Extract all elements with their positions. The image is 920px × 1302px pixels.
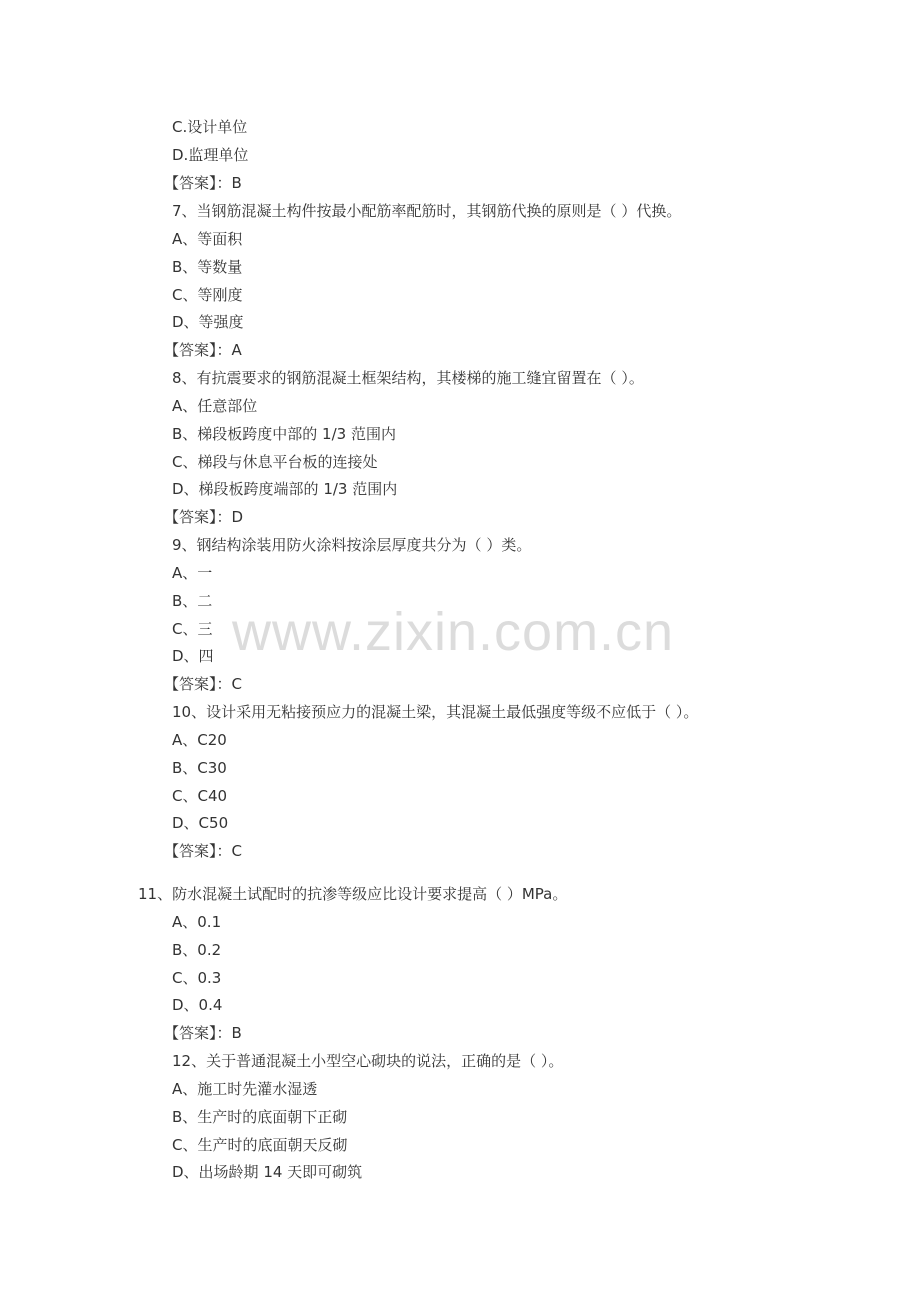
option-line: C、等刚度 [172,286,243,304]
option-line: B、C30 [172,759,227,777]
option-line: D、出场龄期 14 天即可砌筑 [172,1163,363,1181]
question-line: 11、防水混凝土试配时的抗渗等级应比设计要求提高（ ）MPa。 [138,885,568,903]
option-line: A、等面积 [172,230,243,248]
text-line: D.监理单位 [172,146,249,164]
answer-line: 【答案】：B [164,174,242,192]
option-line: A、0.1 [172,913,222,931]
text-line: C.设计单位 [172,118,248,136]
option-line: D、C50 [172,814,229,832]
question-line: 8、有抗震要求的钢筋混凝土框架结构，其楼梯的施工缝宜留置在（ ）。 [172,369,644,387]
watermark: www.zixin.com.cn [232,602,675,662]
answer-line: 【答案】：B [164,1024,242,1042]
option-line: A、C20 [172,731,227,749]
option-line: C、三 [172,620,213,638]
option-line: A、施工时先灌水湿透 [172,1080,318,1098]
answer-line: 【答案】：D [164,508,244,526]
option-line: D、梯段板跨度端部的 1/3 范围内 [172,480,398,498]
question-line: 12、关于普通混凝土小型空心砌块的说法，正确的是（ ）。 [172,1052,564,1070]
option-line: C、0.3 [172,969,222,987]
option-line: C、梯段与休息平台板的连接处 [172,453,378,471]
answer-line: 【答案】：A [164,341,242,359]
option-line: C、C40 [172,787,228,805]
option-line: C、生产时的底面朝天反砌 [172,1136,348,1154]
option-line: A、任意部位 [172,397,258,415]
option-line: B、梯段板跨度中部的 1/3 范围内 [172,425,396,443]
option-line: B、等数量 [172,258,243,276]
answer-line: 【答案】：C [164,675,242,693]
option-line: D、等强度 [172,313,244,331]
option-line: B、0.2 [172,941,222,959]
option-line: A、一 [172,564,213,582]
option-line: B、生产时的底面朝下正砌 [172,1108,348,1126]
answer-line: 【答案】：C [164,842,242,860]
option-line: D、0.4 [172,996,223,1014]
question-line: 7、当钢筋混凝土构件按最小配筋率配筋时，其钢筋代换的原则是（ ）代换。 [172,202,682,220]
option-line: B、二 [172,592,213,610]
question-line: 9、钢结构涂装用防火涂料按涂层厚度共分为（ ）类。 [172,536,532,554]
question-line: 10、设计采用无粘接预应力的混凝土梁，其混凝土最低强度等级不应低于（ ）。 [172,703,699,721]
option-line: D、四 [172,647,214,665]
